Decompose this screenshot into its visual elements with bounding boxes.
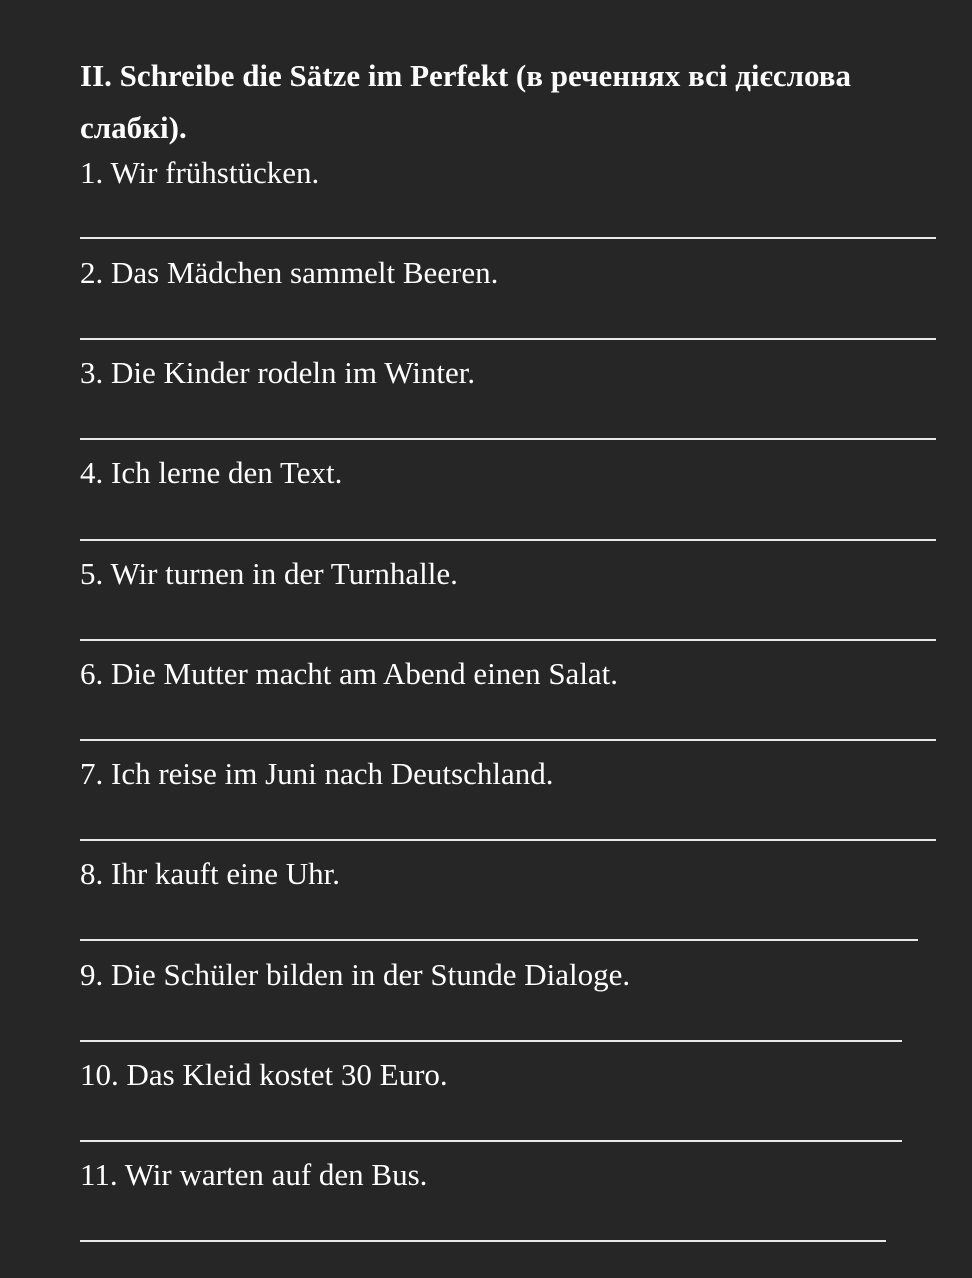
exercise-sentence-6: 6. Die Mutter macht am Abend einen Salat.	[80, 656, 619, 691]
answer-line-11[interactable]	[80, 1240, 886, 1242]
exercise-sentence-5: 5. Wir turnen in der Turnhalle.	[80, 556, 458, 591]
answer-line-1[interactable]	[80, 237, 936, 239]
answer-line-2[interactable]	[80, 338, 936, 340]
answer-line-7[interactable]	[80, 839, 936, 841]
answer-line-3[interactable]	[80, 438, 936, 440]
answer-line-9[interactable]	[80, 1040, 902, 1042]
answer-line-6[interactable]	[80, 739, 936, 741]
exercise-sentence-1: 1. Wir frühstücken.	[80, 155, 320, 190]
answer-line-5[interactable]	[80, 639, 936, 641]
exercise-sentence-3: 3. Die Kinder rodeln im Winter.	[80, 355, 476, 390]
answer-line-8[interactable]	[80, 939, 918, 941]
exercise-sentence-4: 4. Ich lerne den Text.	[80, 455, 343, 490]
exercise-heading: II. Schreibe die Sätze im Perfekt (в реченнях всі дієслова слабкі).	[80, 58, 852, 145]
exercise-sentence-8: 8. Ihr kauft eine Uhr.	[80, 856, 340, 891]
answer-line-10[interactable]	[80, 1140, 902, 1142]
exercise-sentence-11: 11. Wir warten auf den Bus.	[80, 1157, 428, 1192]
exercise-sentence-2: 2. Das Mädchen sammelt Beeren.	[80, 255, 499, 290]
exercise-sentence-10: 10. Das Kleid kostet 30 Euro.	[80, 1057, 448, 1092]
answer-line-4[interactable]	[80, 539, 936, 541]
exercise-sentence-7: 7. Ich reise im Juni nach Deutschland.	[80, 756, 554, 791]
exercise-sentence-9: 9. Die Schüler bilden in der Stunde Dialoge.	[80, 957, 631, 992]
